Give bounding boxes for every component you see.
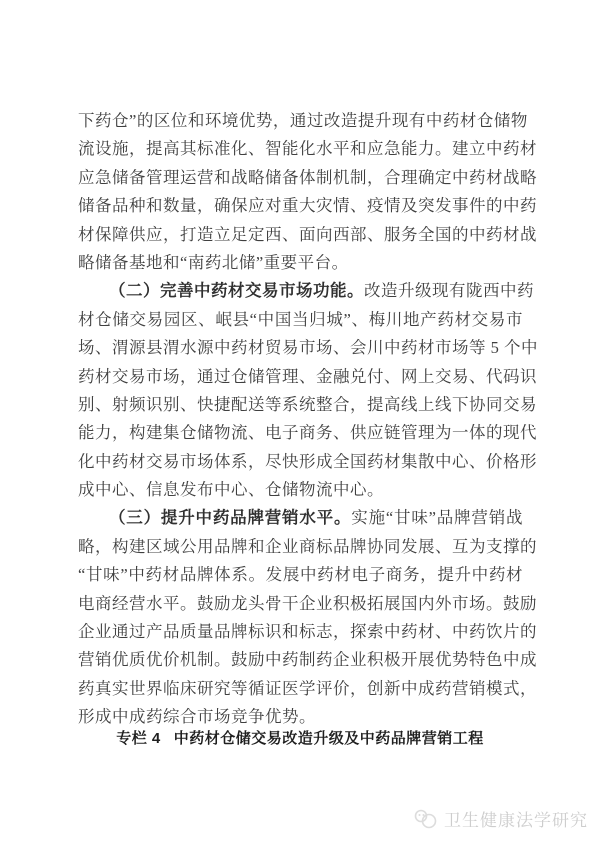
text-run: 流设施，提高其标准化、智能化水平和应急能力。建立中药材 [78,139,537,159]
text-run: 应急储备管理运营和战略储备体制机制，合理确定中药材战略 [78,167,537,187]
text-run: 电商经营水平。鼓励龙头骨干企业积极拓展国内外市场。鼓励 [78,593,537,613]
text-run: 营销优质优价机制。鼓励中药制药企业积极开展优势特色中成 [78,650,537,670]
box-caption [0,727,600,748]
text-line-section-heading [78,277,534,305]
text-line [78,164,537,192]
section-heading-run: （三）提升中药品牌营销水平。 [109,508,352,528]
text-line [78,590,537,618]
watermark-logo-icon [413,809,439,829]
text-run: “甘味”中药材品牌体系。发展中药材电子商务，提升中药材 [78,565,523,585]
watermark [413,806,588,831]
text-run: 场、渭源县渭水源中药材贸易市场、会川中药材市场等 5 个中 [78,338,538,358]
box-caption-label: 专栏 4 [116,730,161,747]
text-line [78,618,537,646]
body-text-block [78,107,538,732]
text-run: 化中药材交易市场体系，尽快形成全国药材集散中心、价格形 [78,451,537,471]
watermark-text: 卫生健康法学研究 [444,811,588,830]
text-run: 下药仓”的区位和环境优势，通过改造提升现有中药材仓储物 [78,111,528,130]
text-line [78,363,537,391]
text-run: 储备品种和数量，确保应对重大灾情、疫情及突发事件的中药 [78,196,537,216]
text-line [78,561,523,589]
section-heading-run: （二）完善中药材交易市场功能。 [109,281,364,301]
text-line [78,476,523,504]
text-line [78,135,537,163]
text-run: 企业通过产品质量品牌标识和标志，探索中药材、中药饮片的 [78,622,537,642]
text-run: 略，构建区域公用品牌和企业商标品牌协同发展、互为支撑的 [78,536,537,556]
text-line [78,221,537,249]
text-run: 别、射频识别、快捷配送等系统整合，提高线上线下协同交易 [78,394,537,414]
text-line [78,334,538,362]
text-line [78,391,537,419]
text-line [78,675,537,703]
text-run: 药材交易市场，通过仓储管理、金融兑付、网上交易、代码识 [78,366,537,386]
text-run: 改造升级现有陇西中药 [364,281,534,301]
text-run: 略储备基地和“南药北储”重要平台。 [78,252,349,272]
text-line [78,533,537,561]
text-run: 形成中成药综合市场竞争优势。 [78,707,316,727]
text-run: 能力，构建集仓储物流、电子商务、供应链管理为一体的现代 [78,423,537,443]
text-line [78,306,523,334]
text-line [78,249,523,277]
text-line-section-heading [78,504,523,532]
text-run: 材保障供应，打造立足定西、面向西部、服务全国的中药材战 [78,224,537,244]
text-line [78,107,528,135]
text-line [78,419,537,447]
text-run: 药真实世界临床研究等循证医学评价，创新中成药营销模式， [78,678,537,698]
text-line [78,448,537,476]
text-run: 成中心、信息发布中心、仓储物流中心。 [78,480,384,500]
box-caption-title: 中药材仓储交易改造升级及中药品牌营销工程 [173,730,484,747]
text-line [78,646,537,674]
text-run: 实施“甘味”品牌营销战 [351,508,524,528]
text-line [78,192,537,220]
text-run: 材仓储交易园区、岷县“中国当归城”、梅川地产药材交易市 [78,309,523,329]
